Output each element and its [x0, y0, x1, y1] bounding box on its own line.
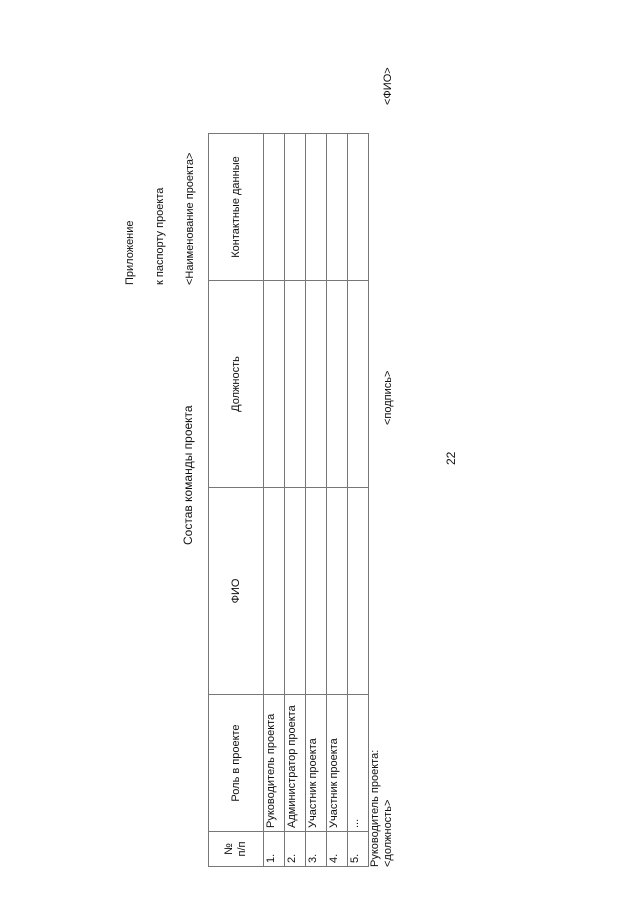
appendix-note — [108, 153, 213, 285]
cell-fio — [348, 488, 369, 695]
cell-position — [264, 281, 285, 488]
cell-contacts — [327, 134, 348, 281]
cell-role: Администратор проекта — [285, 695, 306, 832]
document-title: Состав команды проекта — [181, 405, 195, 545]
cell-number: 2. — [285, 832, 306, 867]
cell-fio — [306, 488, 327, 695]
cell-position — [327, 281, 348, 488]
appendix-line-2: к паспорту проекта — [154, 187, 166, 285]
cell-number: 4. — [327, 832, 348, 867]
signature-sign: <подпись> — [382, 370, 394, 425]
cell-number: 3. — [306, 832, 327, 867]
cell-fio — [264, 488, 285, 695]
appendix-line-3: <Наименование проекта> — [184, 152, 196, 285]
table-row — [348, 134, 369, 867]
cell-position — [306, 281, 327, 488]
cell-position — [348, 281, 369, 488]
signature-heading: Руководитель проекта: — [369, 749, 381, 867]
cell-number: 1. — [264, 832, 285, 867]
table-row — [264, 134, 285, 867]
table-header-row — [209, 134, 264, 867]
cell-fio — [285, 488, 306, 695]
cell-role: Участник проекта — [327, 695, 348, 832]
header-contacts: Контактные данные — [209, 134, 264, 281]
cell-contacts — [264, 134, 285, 281]
table-row — [306, 134, 327, 867]
table-row — [285, 134, 306, 867]
header-number: № п/п — [209, 832, 264, 867]
appendix-line-1: Приложение — [124, 220, 136, 285]
page-number: 22 — [444, 451, 458, 465]
cell-contacts — [348, 134, 369, 281]
cell-role: Руководитель проекта — [264, 695, 285, 832]
team-table — [208, 133, 369, 867]
cell-contacts — [285, 134, 306, 281]
cell-role: ... — [348, 695, 369, 832]
header-fio: ФИО — [209, 488, 264, 695]
table-row — [327, 134, 348, 867]
cell-position — [285, 281, 306, 488]
cell-role: Участник проекта — [306, 695, 327, 832]
header-position: Должность — [209, 281, 264, 488]
signature-position: <должность> — [382, 799, 394, 867]
cell-contacts — [306, 134, 327, 281]
cell-number: 5. — [348, 832, 369, 867]
cell-fio — [327, 488, 348, 695]
signature-fio: <ФИО> — [382, 67, 394, 105]
header-role: Роль в проекте — [209, 695, 264, 832]
